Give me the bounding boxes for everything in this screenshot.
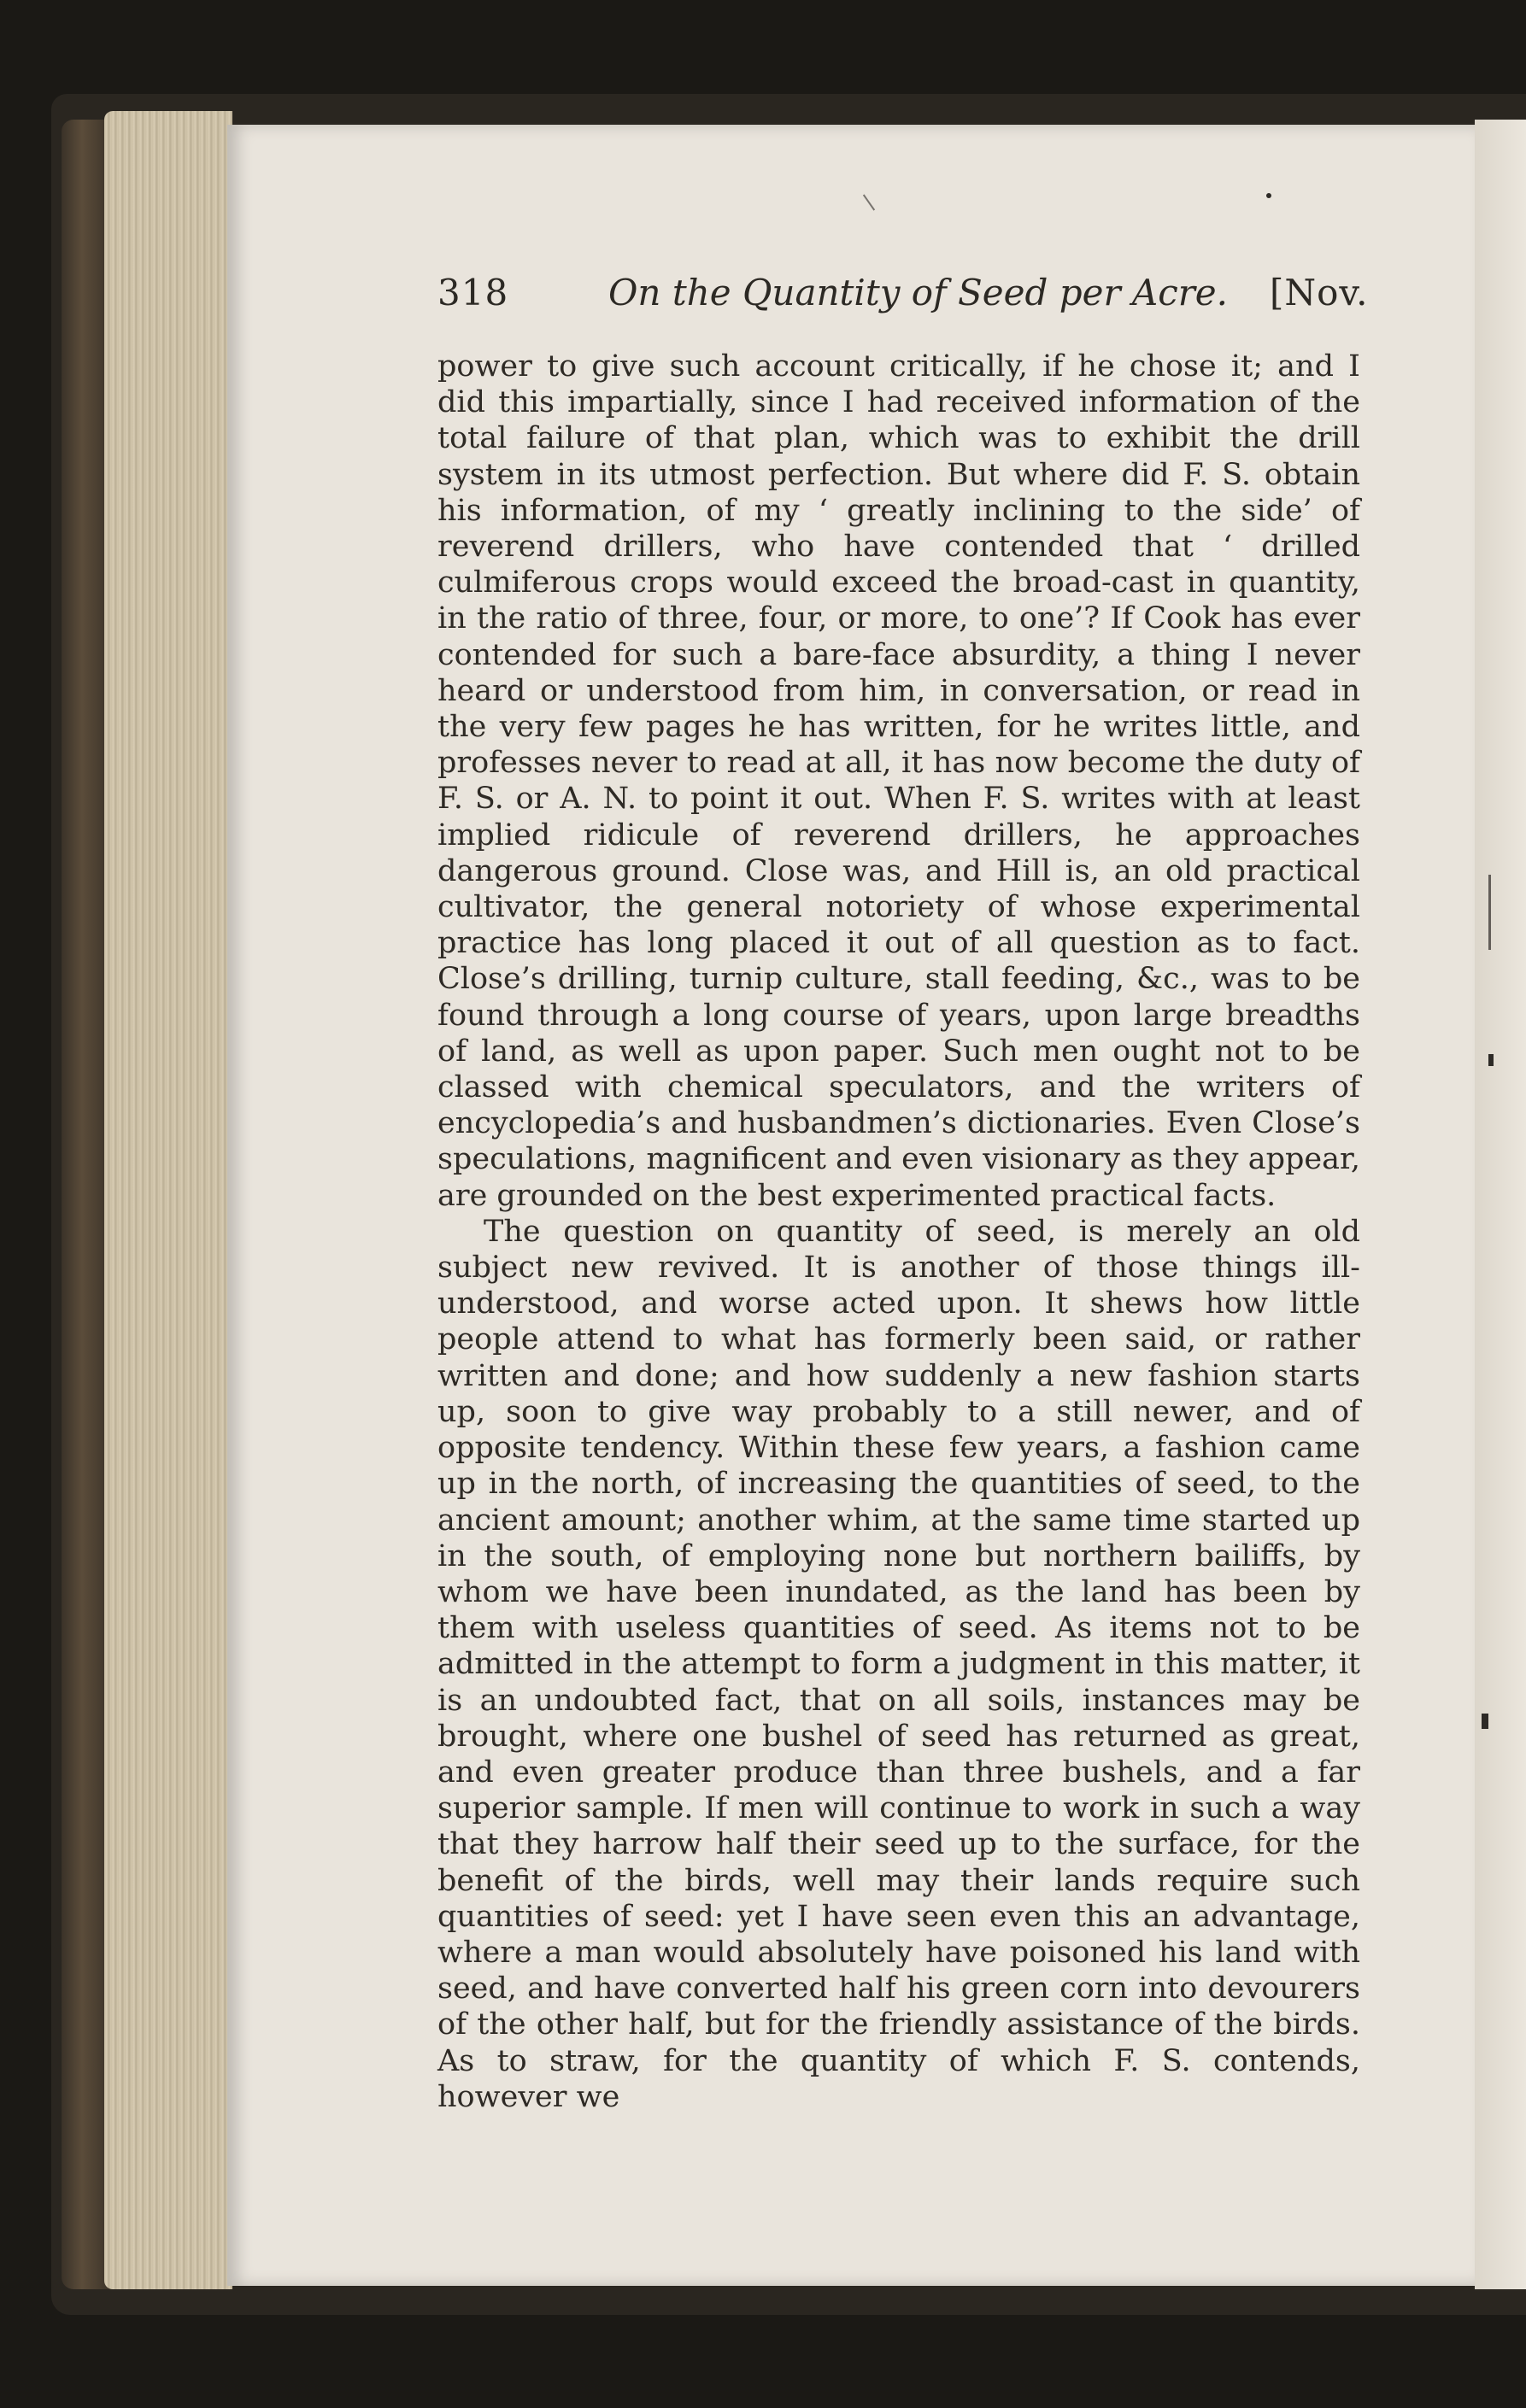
issue-mark: [Nov.	[1270, 272, 1369, 313]
ink-speck	[1266, 193, 1271, 198]
facing-page-edge	[1475, 120, 1526, 2289]
ink-speck	[1488, 875, 1491, 950]
ink-speck	[1488, 1054, 1494, 1066]
page-number: 318	[437, 272, 509, 313]
page-header	[437, 272, 1384, 323]
paragraph: The question on quantity of seed, is merely an old subject new revived. It is another of those things ill-understood, and worse acted upon. It shews how little people attend to what has formerly been said, or rather written and done; and how suddenly a new fashion starts up, soon to give way probably to a still newer, and of opposite tendency. Within these few years, a fashion came up in the north, of increasing the quantities of seed, to the ancient amount; another whim, at the same time started up in the south, of employing none but northern bailiffs, by whom we have been inundated, as the land has been by them with useless quantities of seed. As items not to be admitted in the attempt to form a judgment in this matter, it is an undoubted fact, that on all soils, instances may be brought, where one bushel of seed has returned as great, and even greater produce than three bushels, and a far superior sample. If men will continue to work in such a way that they harrow half their seed up to the surface, for the benefit of the birds, well may their lands require such quantities of seed: yet I have seen even this an advantage, where a man would absolutely have poisoned his land with seed, and have converted half his green corn into devourers of the other half, but for the friendly assistance of the birds. As to straw, for the quantity of which F. S. contends, however we	[437, 1214, 1360, 2114]
running-title: On the Quantity of Seed per Acre.	[608, 272, 1229, 313]
ink-speck	[1482, 1714, 1488, 1729]
paragraph: power to give such account critically, if he chose it; and I did this impartially, since I had received information of the total failure of that plan, which was to exhibit the drill system in its utmost perfection. But where did F. S. obtain his information, of my ‘ greatly inclining to the side’ of reverend drillers, who have contended that ‘ drilled culmiferous crops would exceed the broad-cast in quantity, in the ratio of three, four, or more, to one’? If Cook has ever contended for such a bare-face absurdity, a thing I never heard or understood from him, in conversation, or read in the very few pages he has written, for he writes little, and professes never to read at all, it has now become the duty of F. S. or A. N. to point it out. When F. S. writes with at least implied ridicule of reverend drillers, he approaches dangerous ground. Close was, and Hill is, an old practical cultivator, the general notoriety of whose experimental practice has long placed it out of all question as to fact. Close’s drilling, turnip culture, stall feeding, &c., was to be found through a long course of years, upon large breadths of land, as well as upon paper. Such men ought not to be classed with chemical speculators, and the writers of encyclopedia’s and husbandmen’s dictionaries. Even Close’s speculations, magnificent and even visionary as they appear, are grounded on the best experimented practical facts.	[437, 349, 1360, 1213]
body-text	[437, 349, 1360, 2115]
page-edges	[104, 111, 232, 2289]
